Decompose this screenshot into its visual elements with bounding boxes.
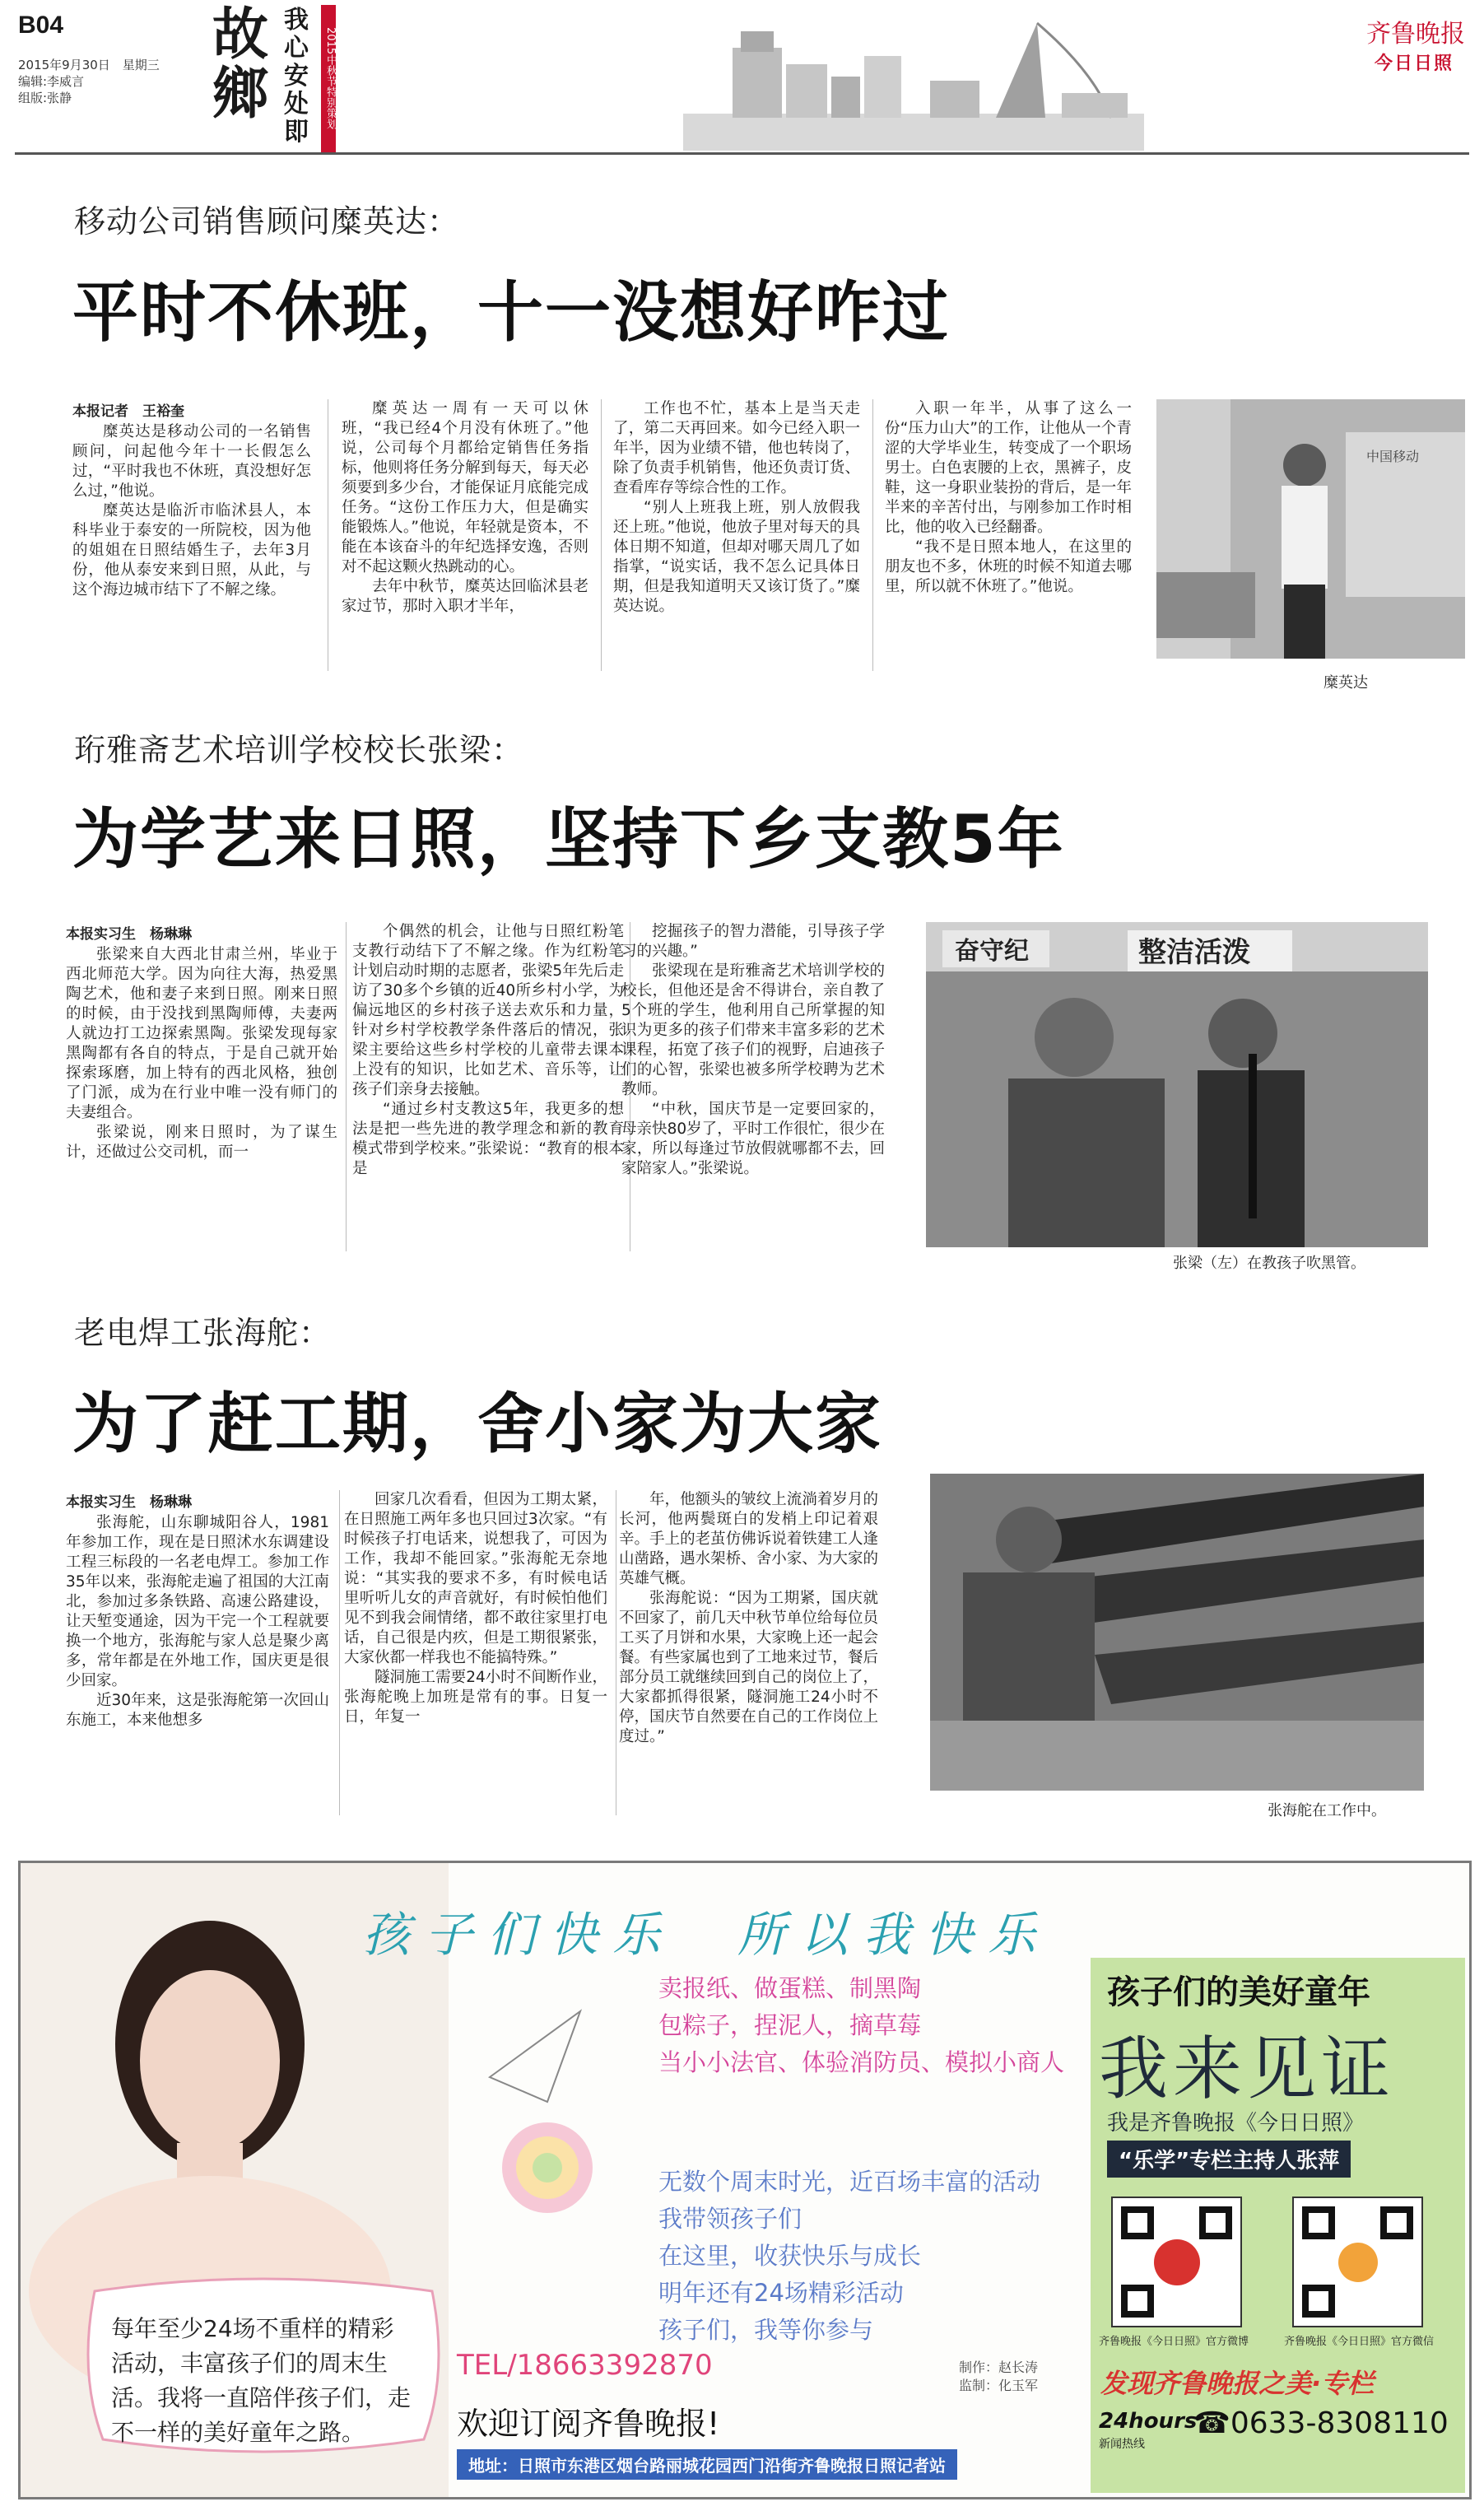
promo-slogan: 发现齐鲁晚报之美·专栏 bbox=[1100, 2368, 1375, 2399]
weibo-qr-label: 齐鲁晚报《今日日照》官方微博 bbox=[1099, 2336, 1249, 2348]
newspaper-edition: 今日日照 bbox=[1375, 54, 1454, 74]
story3-byline: 本报实习生 杨琳琳 bbox=[66, 1494, 192, 1511]
story1-caption: 糜英达 bbox=[1324, 674, 1368, 692]
story1-column-4: 入职一年半，从事了这么一份“压力山大”的工作，让他从一个青涩的大学毕业生，转变成了一个职场男士。白色衷腰的上衣，黑裤子，皮鞋，这一身职业装扮的背后，是一年半来的辛苦付出，与刚参加工作时相比，他的收入已经翻番。 “我不是日照本地人，在这里的朋友也不多，休班的时候不知道去哪里，所以就不休班了。”他说。 bbox=[885, 400, 1132, 595]
city-skyline-illustration bbox=[683, 15, 1144, 151]
story2-kicker: 珩雅斋艺术培训学校校长张梁： bbox=[74, 732, 524, 768]
column-divider bbox=[601, 399, 602, 671]
story3-column-2: 回家几次看看，但因为工期太紧，在日照施工两年多也只回过3次家。“有时候孩子打电话来，说想我了，可因为工作，我却不能回家。”张海舵无奈地说：“其实我的要求不多，有时候电话里听听儿女的声音就好，有时候怕他们见不到我会闹情绪，都不敢往家里打电话，自己很是内疚，但是工期很紧张，大家伙都一样我也不能搞特殊。” 隧洞施工需要24小时不间断作业，张海舵晚上加班是常有的事。日复一日，年复一 bbox=[344, 1491, 607, 1726]
section-masthead-sub: 我心安处即 bbox=[284, 6, 309, 147]
header-rule bbox=[15, 152, 1469, 155]
promo-subtitle: 我是齐鲁晚报《今日日照》 bbox=[1107, 2111, 1365, 2136]
story1-headline: 平时不休班，十一没想好咋过 bbox=[72, 274, 950, 351]
bubble-text: 每年至少24场不重样的精彩活动，丰富孩子们的周末生活。我将一直陪伴孩子们，走不一样的美好童年之路。 bbox=[111, 2315, 412, 2446]
story3-column-1: 张海舵，山东聊城阳谷人，1981年参加工作，现在是日照沭水东调建设工程三标段的一名老电焊工。参加工作35年以来，张海舵走遍了祖国的大江南北，参加过多条铁路、高速公路建设，让天堑变通途，因为干完一个工程就要换一个地方，张海舵与家人总是聚少离多，常年都是在外地工作，国庆更是很少回家。 近30年来，这是张海舵第一次回山东施工，本来他想多 bbox=[66, 1514, 329, 1729]
column-divider bbox=[346, 922, 347, 1251]
story2-byline: 本报实习生 杨琳琳 bbox=[66, 926, 192, 943]
credit-producer: 制作：赵长涛 bbox=[959, 2360, 1039, 2375]
story1-column-1: 糜英达是移动公司的一名销售顾问，问起他今年十一长假怎么过，“平时我也不休班，真没想好怎么过，”他说。 糜英达是临沂市临沭县人，本科毕业于泰安的一所院校，因为他的姐姐在日照结婚生子，去年3月份，他从泰安来到日照，从此，与这个海边城市结下了不解之缘。 bbox=[72, 423, 311, 599]
issue-date: 2015年9月30日 星期三 bbox=[18, 58, 160, 72]
story2-column-3: 挖掘孩子的智力潜能，引导孩子学习的兴趣。” 张梁现在是珩雅斋艺术培训学校的校长，但他还是舍不得讲台，亲自教了5个班的学生，他利用自己所掌握的知识为更多的孩子们带来丰富多彩的艺术课程，拓宽了孩子们的视野，启迪孩子们的心智，张梁也被多所学校聘为艺术教师。 “中秋，国庆节是一定要回家的，母亲快80岁了，平时工作很忙，很少在家，所以每逢过节放假就哪都不去，回家陪家人。”张梁说。 bbox=[621, 923, 885, 1177]
wechat-qr-label: 齐鲁晚报《今日日照》官方微信 bbox=[1284, 2336, 1435, 2348]
section-masthead: 故鄉 bbox=[212, 2, 269, 127]
story2-column-2: 个偶然的机会，让他与日照红粉笔支教行动结下了不解之缘。作为红粉笔计划启动时期的志愿者，张梁5年先后走访了30多个乡镇的近40所乡村小学，为偏远地区的乡村孩子送去欢乐和力量，针对乡村学校教学条件落后的情况，张梁主要给这些乡村学校的儿童带去课本上没有的知识，比如艺术、音乐等，让孩子们亲身去接触。 “通过乡村支教这5年，我更多的想法是把一些先进的教学理念和新的教育模式带到学校来。”张梁说：“教育的根本是 bbox=[352, 923, 624, 1177]
page-number: B04 bbox=[18, 12, 64, 39]
story3-caption: 张海舵在工作中。 bbox=[1268, 1802, 1386, 1819]
story1-photo bbox=[1156, 399, 1465, 659]
contact-phone: TEL/18663392870 bbox=[457, 2349, 713, 2382]
story1-column-3: 工作也不忙，基本上是当天走了，第二天再回来。如今已经入职一年半，因为业绩不错，他也转岗了，除了负责手机销售，他还负责订货、查看库存等综合性的工作。 “别人上班我上班，别人放假我还上班。”他说，他放子里对每天的具体日期不知道，但却对哪天周几了如指掌，“说实话，我不怎么记具体日期，但是我知道明天又该订货了。”糜英达说。 bbox=[613, 400, 860, 615]
story2-column-1: 张梁来自大西北甘肃兰州，毕业于西北师范大学。因为向往大海，热爱黑陶艺术，他和妻子来到日照。刚来日照的时候，由于没找到黑陶师傅，夫妻两人就边打工边探索黑陶。张梁发现每家黑陶都有各自的特点，于是自己就开始探索琢磨，加上特有的西北风格，独创了门派，成为在行业中唯一没有师门的夫妻组合。 张梁说，刚来日照时，为了谋生计，还做过公交司机，而一 bbox=[66, 946, 337, 1161]
story2-headline: 为学艺来日照，坚持下乡支教5年 bbox=[72, 801, 1065, 878]
ad-title: 孩子们快乐 所以我快乐 bbox=[362, 1907, 1051, 1963]
photo-store-sign: 中国移动 bbox=[1366, 449, 1420, 464]
column-divider bbox=[872, 399, 873, 671]
news-hotline: ☎0633-8308110 bbox=[1193, 2406, 1449, 2440]
story1-column-2: 糜英达一周有一天可以休班，“我已经4个月没有休班了。”他说，公司每个月都给定销售任务指标，他则将任务分解到每天，每天必须要到多少台，才能保证月底能完成任务。“这份工作压力大，但是确实能锻炼人。”他说，年轻就是资本，不能在本该奋斗的年纪选择安逸，否则对不起这颗火热跳动的心。 去年中秋节，糜英达回临沭县老家过节，那时入职才半年， bbox=[342, 400, 588, 615]
promo-title: 孩子们的美好童年 bbox=[1107, 1973, 1370, 2011]
editor-credit: 编辑:李威言 bbox=[18, 74, 85, 89]
story3-photo bbox=[930, 1474, 1424, 1791]
phone-icon: ☎ bbox=[1193, 2406, 1230, 2440]
section-tag: 2015中秋节特别策划 bbox=[321, 5, 336, 152]
story2-photo bbox=[926, 922, 1428, 1247]
story2-caption: 张梁（左）在教孩子吹黑管。 bbox=[1173, 1255, 1365, 1272]
promo-host: “乐学”专栏主持人张萍 bbox=[1107, 2141, 1351, 2178]
story3-headline: 为了赶工期，舍小家为大家 bbox=[72, 1386, 882, 1462]
hotline-badge: 24hours bbox=[1099, 2409, 1198, 2434]
wechat-qr-code[interactable] bbox=[1292, 2197, 1423, 2327]
ad-promo-panel bbox=[1091, 1958, 1465, 2493]
credit-supervisor: 监制：化玉军 bbox=[959, 2378, 1039, 2393]
decorative-doodles bbox=[457, 1978, 654, 2225]
column-divider bbox=[339, 1490, 340, 1815]
story3-kicker: 老电焊工张海舵： bbox=[74, 1315, 332, 1351]
story1-kicker: 移动公司销售顾问糜英达： bbox=[74, 203, 460, 240]
address-bar: 地址：日照市东港区烟台路丽城花园西门沿街齐鲁晚报日照记者站 bbox=[457, 2449, 957, 2480]
activity-summary: 无数个周末时光，近百场丰富的活动 我带领孩子们 在这里，收获快乐与成长 明年还有24场精彩活动 孩子们，我等你参与 bbox=[658, 2168, 1041, 2344]
story3-column-3: 年，他额头的皱纹上流淌着岁月的长河，他两鬓斑白的发梢上印记着艰辛。手上的老茧仿佛诉说着铁建工人逢山凿路，遇水架桥、舍小家、为大家的英雄气概。 张海舵说：“因为工期紧，国庆就不回家了，前几天中秋节单位给每位员工买了月饼和水果，大家晚上还一起会餐。有些家属也到了工地来过节，餐后部分员工就继续回到自己的岗位上了，大家都抓得很紧，隧洞施工24小时不停，国庆节自然要在自己的工作岗位上度过。” bbox=[619, 1491, 878, 1745]
weibo-qr-code[interactable] bbox=[1111, 2197, 1242, 2327]
story1-byline: 本报记者 王裕奎 bbox=[72, 403, 184, 420]
photo-wall-sign-2: 整洁活泼 bbox=[1138, 936, 1250, 969]
newspaper-brand: 齐鲁晚报 bbox=[1366, 20, 1465, 49]
subscribe-message: 欢迎订阅齐鲁晚报! bbox=[457, 2406, 720, 2442]
hotline-label: 新闻热线 bbox=[1099, 2438, 1145, 2451]
advertisement bbox=[18, 1861, 1472, 2499]
layout-credit: 组版:张静 bbox=[18, 91, 72, 105]
photo-wall-sign-1: 奋守纪 bbox=[955, 937, 1029, 966]
activity-list: 卖报纸、做蛋糕、制黑陶 包粽子，捏泥人，摘草莓 当小小法官、体验消防员、模拟小商人 bbox=[658, 1974, 1065, 2076]
promo-big-text: 我来见证 bbox=[1099, 2029, 1396, 2109]
